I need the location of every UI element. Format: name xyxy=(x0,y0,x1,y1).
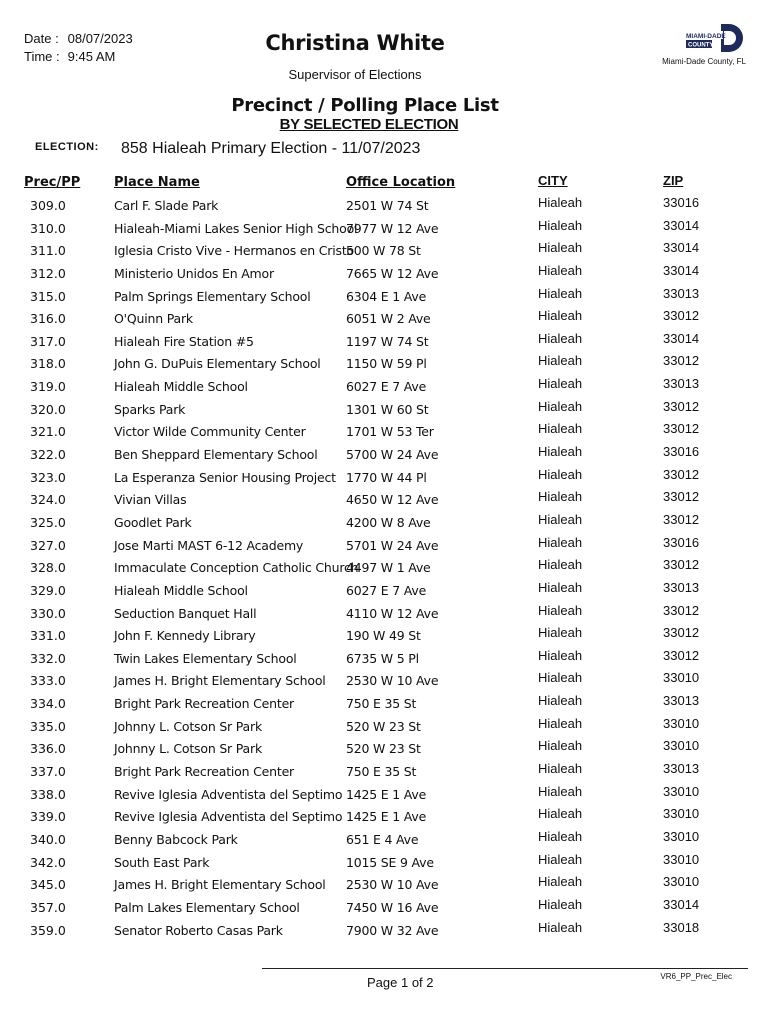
place-name-cell: Ministerio Unidos En Amor xyxy=(114,265,274,281)
place-name-cell: Seduction Banquet Hall xyxy=(114,605,257,621)
place-name-cell: Benny Babcock Park xyxy=(114,831,238,847)
table-row xyxy=(0,894,770,917)
time-value: 9:45 AM xyxy=(67,49,116,64)
city-cell: Hialeah xyxy=(538,806,583,822)
footer-divider xyxy=(262,968,748,969)
office-location-cell: 7450 W 16 Ave xyxy=(346,899,439,915)
prec-cell: 325.0 xyxy=(30,514,66,530)
office-location-cell: 1701 W 53 Ter xyxy=(346,424,434,440)
report-subtitle: BY SELECTED ELECTION xyxy=(279,116,459,133)
table-row xyxy=(0,237,770,260)
header-city: CITY xyxy=(538,173,568,188)
place-name-cell: Palm Lakes Elementary School xyxy=(114,899,300,915)
office-location-cell: 2530 W 10 Ave xyxy=(346,877,439,893)
zip-cell: 33014 xyxy=(663,896,700,912)
place-name-cell: O'Quinn Park xyxy=(114,311,193,327)
zip-cell: 33012 xyxy=(663,421,700,437)
place-name-cell: James H. Bright Elementary School xyxy=(114,877,326,893)
zip-cell: 33013 xyxy=(663,376,700,392)
zip-cell: 33014 xyxy=(663,262,700,278)
zip-cell: 33012 xyxy=(663,557,700,573)
office-location-cell: 1770 W 44 Pl xyxy=(346,469,427,485)
office-location-cell: 2501 W 74 St xyxy=(346,198,429,213)
table-row xyxy=(0,373,770,396)
office-location-cell: 750 E 35 St xyxy=(346,696,417,712)
table-header xyxy=(0,173,770,193)
precinct-table-body xyxy=(0,192,770,939)
table-row xyxy=(0,622,770,645)
prec-cell: 345.0 xyxy=(30,877,66,893)
table-row xyxy=(0,441,770,464)
table-row xyxy=(0,690,770,713)
table-row xyxy=(0,396,770,419)
office-location-cell: 4497 W 1 Ave xyxy=(346,560,431,576)
zip-cell: 33016 xyxy=(663,534,700,550)
logo-text-bottom: COUNTY xyxy=(688,42,714,49)
report-title: Precinct / Polling Place List xyxy=(231,95,499,116)
prec-cell: 333.0 xyxy=(30,673,66,689)
table-row xyxy=(0,803,770,826)
zip-cell: 33010 xyxy=(663,715,700,731)
office-location-cell: 1301 W 60 St xyxy=(346,401,429,417)
office-location-cell: 4650 W 12 Ave xyxy=(346,492,439,508)
table-row xyxy=(0,781,770,804)
table-row xyxy=(0,532,770,555)
table-row xyxy=(0,871,770,894)
city-cell: Hialeah xyxy=(538,670,583,686)
city-cell: Hialeah xyxy=(538,647,583,663)
city-cell: Hialeah xyxy=(538,444,583,460)
office-location-cell: 5701 W 24 Ave xyxy=(346,537,439,553)
election-label: ELECTION: xyxy=(35,141,99,153)
prec-cell: 311.0 xyxy=(30,243,66,259)
zip-cell: 33012 xyxy=(663,602,700,618)
header-prec: Prec/PP xyxy=(24,175,81,190)
city-cell: Hialeah xyxy=(538,308,583,324)
table-row xyxy=(0,667,770,690)
zip-cell: 33014 xyxy=(663,217,700,233)
zip-cell: 33010 xyxy=(663,670,700,686)
office-location-cell: 750 E 35 St xyxy=(346,764,417,780)
table-row xyxy=(0,192,770,215)
city-cell: Hialeah xyxy=(538,715,583,731)
logo-text-top: MIAMI-DADE xyxy=(686,33,726,40)
logo-caption: Miami-Dade County, FL xyxy=(662,57,746,66)
city-cell: Hialeah xyxy=(538,353,583,369)
prec-cell: 359.0 xyxy=(30,922,66,938)
place-name-cell: Hialeah Fire Station #5 xyxy=(114,333,254,349)
zip-cell: 33013 xyxy=(663,761,700,777)
city-cell: Hialeah xyxy=(538,285,583,301)
prec-cell: 340.0 xyxy=(30,831,66,847)
prec-cell: 317.0 xyxy=(30,333,66,349)
table-row xyxy=(0,917,770,940)
office-location-cell: 6051 W 2 Ave xyxy=(346,311,431,327)
zip-cell: 33012 xyxy=(663,647,700,663)
city-cell: Hialeah xyxy=(538,240,583,256)
zip-cell: 33016 xyxy=(663,444,700,460)
office-location-cell: 2530 W 10 Ave xyxy=(346,673,439,689)
prec-cell: 310.0 xyxy=(30,220,66,236)
zip-cell: 33012 xyxy=(663,625,700,641)
city-cell: Hialeah xyxy=(538,693,583,709)
office-location-cell: 1425 E 1 Ave xyxy=(346,786,427,802)
place-name-cell: Carl F. Slade Park xyxy=(114,198,219,213)
city-cell: Hialeah xyxy=(538,579,583,595)
zip-cell: 33016 xyxy=(663,195,700,210)
city-cell: Hialeah xyxy=(538,761,583,777)
table-row xyxy=(0,509,770,532)
table-row xyxy=(0,418,770,441)
city-cell: Hialeah xyxy=(538,828,583,844)
zip-cell: 33013 xyxy=(663,579,700,595)
city-cell: Hialeah xyxy=(538,398,583,414)
place-name-cell: Ben Sheppard Elementary School xyxy=(114,447,318,463)
office-location-cell: 520 W 23 St xyxy=(346,741,421,757)
city-cell: Hialeah xyxy=(538,262,583,278)
office-location-cell: 1425 E 1 Ave xyxy=(346,809,427,825)
table-row xyxy=(0,350,770,373)
place-name-cell: Sparks Park xyxy=(114,401,186,417)
city-cell: Hialeah xyxy=(538,602,583,618)
city-cell: Hialeah xyxy=(538,851,583,867)
table-row xyxy=(0,577,770,600)
table-row xyxy=(0,826,770,849)
prec-cell: 338.0 xyxy=(30,786,66,802)
place-name-cell: Jose Marti MAST 6-12 Academy xyxy=(114,537,304,553)
zip-cell: 33012 xyxy=(663,398,700,414)
place-name-cell: Goodlet Park xyxy=(114,514,192,530)
prec-cell: 324.0 xyxy=(30,492,66,508)
table-row xyxy=(0,645,770,668)
place-name-cell: Hialeah Middle School xyxy=(114,379,248,395)
office-location-cell: 500 W 78 St xyxy=(346,243,421,259)
zip-cell: 33012 xyxy=(663,466,700,482)
prec-cell: 320.0 xyxy=(30,401,66,417)
zip-cell: 33010 xyxy=(663,828,700,844)
zip-cell: 33013 xyxy=(663,693,700,709)
city-cell: Hialeah xyxy=(538,421,583,437)
city-cell: Hialeah xyxy=(538,330,583,346)
prec-cell: 328.0 xyxy=(30,560,66,576)
city-cell: Hialeah xyxy=(538,738,583,754)
date-label: Date : xyxy=(24,31,59,46)
page-number: Page 1 of 2 xyxy=(367,975,434,990)
prec-cell: 334.0 xyxy=(30,696,66,712)
time-label: Time : xyxy=(24,49,60,64)
office-location-cell: 7665 W 12 Ave xyxy=(346,265,439,281)
office-location-cell: 6027 E 7 Ave xyxy=(346,379,427,395)
zip-cell: 33012 xyxy=(663,511,700,527)
place-name-cell: Palm Springs Elementary School xyxy=(114,288,311,304)
prec-cell: 322.0 xyxy=(30,447,66,463)
header-zip: ZIP xyxy=(663,173,684,188)
table-row xyxy=(0,283,770,306)
zip-cell: 33014 xyxy=(663,330,700,346)
place-name-cell: John F. Kennedy Library xyxy=(114,628,256,644)
place-name-cell: Twin Lakes Elementary School xyxy=(114,650,297,666)
zip-cell: 33012 xyxy=(663,489,700,505)
prec-cell: 329.0 xyxy=(30,582,66,598)
place-name-cell: Immaculate Conception Catholic Church xyxy=(114,560,359,576)
prec-cell: 335.0 xyxy=(30,718,66,734)
place-name-cell: Hialeah-Miami Lakes Senior High School xyxy=(114,220,358,236)
place-name-cell: Bright Park Recreation Center xyxy=(114,696,294,712)
city-cell: Hialeah xyxy=(538,511,583,527)
office-location-cell: 520 W 23 St xyxy=(346,718,421,734)
zip-cell: 33010 xyxy=(663,783,700,799)
city-cell: Hialeah xyxy=(538,783,583,799)
office-location-cell: 1150 W 59 Pl xyxy=(346,356,427,372)
city-cell: Hialeah xyxy=(538,625,583,641)
place-name-cell: Revive Iglesia Adventista del Septimo xyxy=(114,809,343,825)
city-cell: Hialeah xyxy=(538,217,583,233)
zip-cell: 33012 xyxy=(663,353,700,369)
table-row xyxy=(0,758,770,781)
prec-cell: 312.0 xyxy=(30,265,66,281)
office-location-cell: 6304 E 1 Ave xyxy=(346,288,427,304)
office-location-cell: 651 E 4 Ave xyxy=(346,831,419,847)
city-cell: Hialeah xyxy=(538,557,583,573)
place-name-cell: Iglesia Cristo Vive - Hermanos en Cristo xyxy=(114,243,354,259)
table-row xyxy=(0,713,770,736)
place-name-cell: La Esperanza Senior Housing Project xyxy=(114,469,336,485)
prec-cell: 316.0 xyxy=(30,311,66,327)
city-cell: Hialeah xyxy=(538,874,583,890)
table-row xyxy=(0,849,770,872)
table-row xyxy=(0,305,770,328)
prec-cell: 330.0 xyxy=(30,605,66,621)
place-name-cell: Victor Wilde Community Center xyxy=(114,424,306,440)
zip-cell: 33013 xyxy=(663,285,700,301)
table-row xyxy=(0,600,770,623)
table-row xyxy=(0,215,770,238)
prec-cell: 331.0 xyxy=(30,628,66,644)
prec-cell: 336.0 xyxy=(30,741,66,757)
table-row xyxy=(0,260,770,283)
prec-cell: 332.0 xyxy=(30,650,66,666)
office-location-cell: 1197 W 74 St xyxy=(346,333,429,349)
city-cell: Hialeah xyxy=(538,534,583,550)
date-value: 08/07/2023 xyxy=(67,31,133,46)
place-name-cell: Bright Park Recreation Center xyxy=(114,764,294,780)
office-location-cell: 190 W 49 St xyxy=(346,628,421,644)
supervisor-name: Christina White xyxy=(265,31,445,55)
prec-cell: 321.0 xyxy=(30,424,66,440)
city-cell: Hialeah xyxy=(538,466,583,482)
zip-cell: 33010 xyxy=(663,874,700,890)
zip-cell: 33012 xyxy=(663,308,700,324)
prec-cell: 339.0 xyxy=(30,809,66,825)
prec-cell: 323.0 xyxy=(30,469,66,485)
office-location-cell: 6735 W 5 Pl xyxy=(346,650,419,666)
prec-cell: 319.0 xyxy=(30,379,66,395)
office-location-cell: 7900 W 32 Ave xyxy=(346,922,439,938)
office-location-cell: 4200 W 8 Ave xyxy=(346,514,431,530)
prec-cell: 337.0 xyxy=(30,764,66,780)
prec-cell: 342.0 xyxy=(30,854,66,870)
city-cell: Hialeah xyxy=(538,489,583,505)
place-name-cell: Hialeah Middle School xyxy=(114,582,248,598)
city-cell: Hialeah xyxy=(538,376,583,392)
table-row xyxy=(0,486,770,509)
zip-cell: 33014 xyxy=(663,240,700,256)
table-row xyxy=(0,328,770,351)
table-row xyxy=(0,735,770,758)
zip-cell: 33010 xyxy=(663,806,700,822)
prec-cell: 309.0 xyxy=(30,198,66,213)
zip-cell: 33010 xyxy=(663,738,700,754)
office-location-cell: 1015 SE 9 Ave xyxy=(346,854,434,870)
miami-dade-logo xyxy=(683,22,743,56)
table-row xyxy=(0,554,770,577)
election-value: 858 Hialeah Primary Election - 11/07/2023 xyxy=(121,140,421,157)
city-cell: Hialeah xyxy=(538,919,583,935)
prec-cell: 327.0 xyxy=(30,537,66,553)
zip-cell: 33018 xyxy=(663,919,700,935)
place-name-cell: James H. Bright Elementary School xyxy=(114,673,326,689)
prec-cell: 315.0 xyxy=(30,288,66,304)
table-row xyxy=(0,464,770,487)
place-name-cell: Vivian Villas xyxy=(114,492,187,508)
city-cell: Hialeah xyxy=(538,195,583,210)
place-name-cell: Senator Roberto Casas Park xyxy=(114,922,283,938)
place-name-cell: Johnny L. Cotson Sr Park xyxy=(114,741,262,757)
place-name-cell: Johnny L. Cotson Sr Park xyxy=(114,718,262,734)
prec-cell: 318.0 xyxy=(30,356,66,372)
prec-cell: 357.0 xyxy=(30,899,66,915)
place-name-cell: Revive Iglesia Adventista del Septimo xyxy=(114,786,343,802)
place-name-cell: South East Park xyxy=(114,854,210,870)
supervisor-title: Supervisor of Elections xyxy=(288,67,422,82)
office-location-cell: 4110 W 12 Ave xyxy=(346,605,439,621)
place-name-cell: John G. DuPuis Elementary School xyxy=(114,356,321,372)
office-location-cell: 6027 E 7 Ave xyxy=(346,582,427,598)
report-code: VR6_PP_Prec_Elec xyxy=(660,972,732,981)
header-place-name: Place Name xyxy=(114,175,200,190)
office-location-cell: 7977 W 12 Ave xyxy=(346,220,439,236)
header-office-location: Office Location xyxy=(346,175,456,190)
city-cell: Hialeah xyxy=(538,896,583,912)
office-location-cell: 5700 W 24 Ave xyxy=(346,447,439,463)
zip-cell: 33010 xyxy=(663,851,700,867)
